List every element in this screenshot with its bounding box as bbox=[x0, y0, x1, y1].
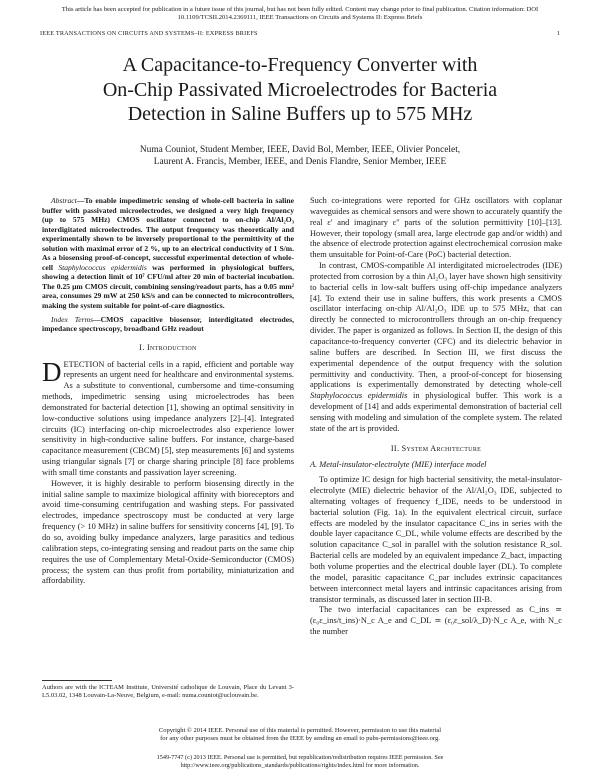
title-line-2: On-Chip Passivated Microelectrodes for Bacteria bbox=[102, 78, 498, 101]
license-line-2: http://www.ieee.org/publications_standards/publications/rights/index.html for more information. bbox=[180, 761, 420, 769]
title-line-1: A Capacitance-to-Frequency Converter with bbox=[122, 54, 478, 76]
copyright-line-2: for any other purposes must be obtained from the IEEE by sending an email to pubs-permissions@ieee.org. bbox=[160, 735, 440, 742]
journal-name: IEEE TRANSACTIONS ON CIRCUITS AND SYSTEMS–II: EXPRESS BRIEFS bbox=[40, 30, 258, 37]
license-footer bbox=[40, 754, 560, 770]
license-line-1: 1549-7747 (c) 2013 IEEE. Personal use is permitted, but republication/redistribution requires IEEE permission. See bbox=[156, 754, 444, 761]
abstract-label: Abstract bbox=[51, 196, 77, 205]
authors-line-1: Numa Couniot, Student Member, IEEE, David Bol, Member, IEEE, Olivier Poncelet, bbox=[139, 145, 461, 155]
right-paragraph-1: Such co-integrations were reported for GHz oscillators with coplanar waveguides as chemical sensors and were shown to accurately quantify the real ε′ and imaginary ε″ parts of the solution permittivity [10]–[13]. However, their topology (small area, large electrode gap and/or width) and the absence of electrode protection against electrochemical corrosion make them unsuitable for Point-of-Care (PoC) bacterial detection. bbox=[310, 196, 562, 260]
intro-p1-text: of bacterial cells in a rapid, efficient and portable way represents an urgent need for healthcare and environmental systems. As a substitute to conventional, cumbersome and time-consuming methods, impedimetric sensing using microelectrodes has been demonstrated for bacterial detection [1], showing an optimal sensitivity in low-conductive solutions using impedance analyzers [2]–[4]. Integrated circuits (IC) interfacing on-chip microelectrodes also experience lower sensitivity in high-conductive saline buffers. For instance, charge-based capacitance measurement (CBCM) [5], step measurements [6] and systems using triangular signals [7] or charge sharing principle [8] face problems with small time constants and passivation layer screening. bbox=[42, 359, 294, 477]
abstract-text-b: was performed in physiological buffers, showing a detection limit of 10⁷ CFU/ml after 20 min of bacterial incubation. The 0.25 μm CMOS circuit, combining sensing/readout parts, has a 0.05 mm² area, consumes 29 mW at 250 kS/s and can be connected to microcontrollers, making the system suitable for point-of-care diagnostics. bbox=[42, 262, 295, 311]
footnote-rule bbox=[42, 680, 112, 681]
right-column bbox=[310, 196, 562, 638]
author-list bbox=[40, 144, 560, 168]
section-heading-introduction: I. Introduction bbox=[139, 342, 197, 352]
title-line-3: Detection in Saline Buffers up to 575 MHz bbox=[127, 103, 473, 125]
copyright-line-1: Copyright © 2014 IEEE. Personal use of this material is permitted. However, permission to use this material bbox=[158, 727, 442, 734]
subsection-heading-mie: A. Metal-insulator-electrolyte (MIE) interface model bbox=[310, 460, 487, 470]
author-affiliation-footnote: Authors are with the ICTEAM Institute, Université catholique de Louvain, Place du Levant 3-L5.03.02, 1348 Louvain-La-Neuve, Belgium, e-mail: numa.couniot@uclouvain.be. bbox=[42, 684, 294, 699]
abstract bbox=[42, 196, 294, 311]
drop-cap: D bbox=[42, 356, 62, 387]
copyright-notice bbox=[40, 727, 560, 743]
intro-lead-word: ETECTION bbox=[63, 359, 105, 369]
index-terms-text: —CMOS capacitive biosensor, interdigitated electrodes, impedance spectroscopy, broadband GHz readout bbox=[42, 314, 294, 334]
right-paragraph-2 bbox=[310, 261, 562, 435]
authors-line-2: Laurent A. Francis, Member, IEEE, and Denis Flandre, Senior Member, IEEE bbox=[153, 157, 447, 167]
intro-paragraph-1 bbox=[42, 356, 294, 479]
abstract-text-a: —To enable impedimetric sensing of whole-cell bacteria in saline buffer with passivated microelectrodes, we designed a very high frequency (up to 575 MHz) CMOS oscillator connected to on-chip Al/Al₂O₃ interdigitated microelectrodes. The output frequency was theoretically and experimentally shown to be inversely proportional to the permittivity of the solution with maximal error of 2 %, up to an electrical conductivity of 1 S/m. As a biosensing proof-of-concept, successful experimental detection of whole-cell bbox=[42, 196, 294, 272]
section-heading-system-architecture: II. System Architecture bbox=[390, 443, 482, 453]
running-header bbox=[40, 30, 560, 37]
abstract-species: Staphylococcus epidermidis bbox=[58, 262, 147, 272]
right-p2-text-b: in physiological buffer. This work is a development of [14] and adds experimental demonstration of bacterial cell sensing with modeling and simulation of the complete system. The related state of the art is provided. bbox=[310, 391, 562, 433]
right-p2-text-a: In contrast, CMOS-compatible Al interdigitated microelectrodes (IDE) protected from corrosion by a thin Al₂O₃ layer have shown high sensitivity to bacterial cells in low-salt buffers using off-chip impedance analyzers [4]. To extend their use in saline buffers, this work presents a CMOS oscillator interfacing on-chip Al/Al₂O₃ IDE up to 575 MHz, that can directly be connected to microcontrollers through an on-chip frequency divider. The paper is organized as follows. In Section II, the design of this capacitance-to-frequency converter (CFC) and its dielectric behavior in saline buffers are described. In Section III, we first discuss the experimental dependence of the output frequency with the solution permittivity and conductivity. Then, a proof-of-concept for biosensing applications is experimentally demonstrated by detecting whole-cell bbox=[310, 261, 562, 390]
page-number: 1 bbox=[556, 30, 560, 37]
left-column bbox=[42, 196, 294, 587]
index-terms bbox=[42, 315, 294, 334]
intro-paragraph-2: However, it is highly desirable to perform biosensing directly in the initial saline sample to maximize biological affinity with bioreceptors and avoid time-consuming centrifugation and washing steps. For passivated electrodes, impedance spectroscopy must be conducted at very large frequency (> 10 MHz) in saline buffers for sensitivity concerns [4], [9]. To do so, avoiding bulky impedance analyzers, large parasitics and tedious calibration steps, co-integrating sensing and readout parts on the same chip requires the use of Complementary Metal-Oxide-Semiconductor (CMOS) process; the system can thus profit from portability, miniaturization and affordability. bbox=[42, 478, 294, 586]
notice-line-1: This article has been accepted for publication in a future issue of this journal, but has not been fully edited. Content may change prior to final publication. Citation information: DOI bbox=[61, 6, 539, 13]
notice-line-2: 10.1109/TCSII.2014.2369111, IEEE Transactions on Circuits and Systems II: Express Briefs bbox=[177, 14, 423, 22]
index-terms-label: Index Terms bbox=[51, 314, 94, 324]
right-paragraph-3: To optimize IC design for high bacterial sensitivity, the metal-insulator-electrolyte (MIE) dielectric behavior of the Al/Al₂O₃ IDE, subjected to alternating voltages of frequency f_IDE, needs to be understood in bacterial solution (Fig. 1a). In the equivalent electrical circuit, surface effects are modeled by the insulator capacitance C_ins in series with the double layer capacitance C_DL, while volume effects are described by the solution capacitance C_sol in parallel with the solution resistance R_sol. Bacterial cells are modeled by an equivalent impedance Z_bact, impacting both volume properties and the electrical double layer (DL). To complete the model, parasitic capacitance C_par includes extrinsic capacitances between interconnect metal layers and intrinsic capacitances arising from transistor terminals, as discussed later in section III-B. bbox=[310, 475, 562, 604]
accepted-notice bbox=[40, 6, 560, 22]
right-paragraph-4: The two interfacial capacitances can be expressed as C_ins ≃ (ε₀ε_ins/t_ins)·N_c A_e and C_DL ≃ (ε₀ε_sol/λ_D)·N_c A_e, with N_c the number bbox=[310, 605, 562, 637]
paper-title bbox=[40, 53, 560, 127]
right-p2-species: Staphylococcus epidermidis bbox=[310, 391, 408, 401]
